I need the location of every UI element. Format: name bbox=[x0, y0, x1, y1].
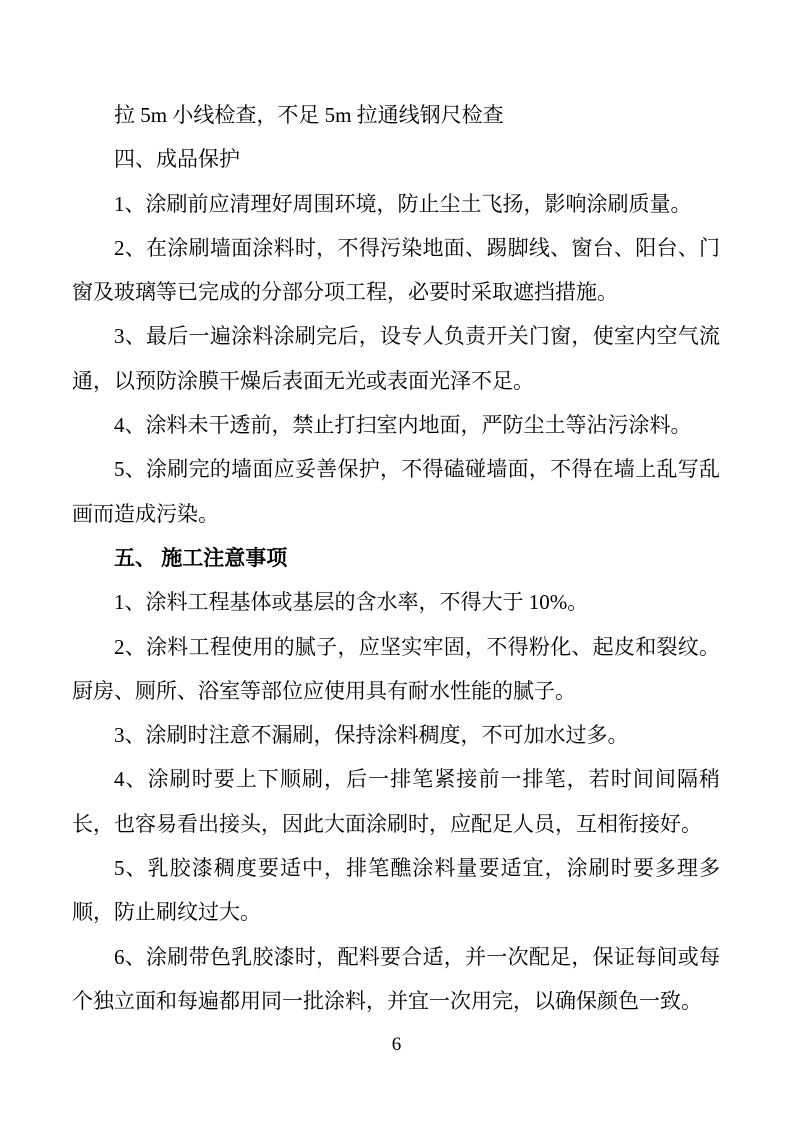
paragraph: 6、涂刷带色乳胶漆时，配料要合适，并一次配足，保证每间或每个独立面和每遍都用同一批涂料，并宜一次用完，以确保颜色一致。 bbox=[72, 944, 720, 1013]
paragraph: 3、涂刷时注意不漏刷，保持涂料稠度，不可加水过多。 bbox=[114, 723, 629, 748]
paragraph: 拉 5m 小线检查，不足 5m 拉通线钢尺检查 bbox=[114, 103, 504, 127]
paragraph: 5、乳胶漆稠度要适中，排笔醮涂料量要适宜，涂刷时要多理多顺，防止刷纹过大。 bbox=[72, 856, 720, 925]
paragraph: 2、在涂刷墙面涂料时，不得污染地面、踢脚线、窗台、阳台、门窗及玻璃等已完成的分部分项工程，必要时采取遮挡措施。 bbox=[72, 235, 720, 305]
paragraph: 4、涂料未干透前，禁止打扫室内地面，严防尘土等沾污涂料。 bbox=[114, 413, 692, 438]
paragraph: 4、涂刷时要上下顺刷，后一排笔紧接前一排笔，若时间间隔稍长，也容易看出接头，因此大面涂刷时，应配足人员，互相衔接好。 bbox=[72, 767, 720, 836]
paragraph: 1、涂料工程基体或基层的含水率，不得大于 10%。 bbox=[114, 590, 589, 615]
page-number: 6 bbox=[391, 1034, 402, 1055]
paragraph: 1、涂刷前应清理好周围环境，防止尘土飞扬，影响涂刷质量。 bbox=[114, 191, 692, 216]
section-heading-4: 四、成品保护 bbox=[114, 147, 240, 172]
document-body bbox=[72, 93, 720, 1023]
section-heading-5: 五、 施工注意事项 bbox=[114, 545, 288, 570]
paragraph: 3、最后一遍涂料涂刷完后，设专人负责开关门窗，使室内空气流通，以预防涂膜干燥后表面无光或表面光泽不足。 bbox=[72, 324, 720, 393]
paragraph: 5、涂刷完的墙面应妥善保护，不得磕碰墙面，不得在墙上乱写乱画而造成污染。 bbox=[72, 457, 720, 526]
paragraph: 2、涂料工程使用的腻子，应坚实牢固，不得粉化、起皮和裂纹。厨房、厕所、浴室等部位应使用具有耐水性能的腻子。 bbox=[72, 634, 720, 703]
